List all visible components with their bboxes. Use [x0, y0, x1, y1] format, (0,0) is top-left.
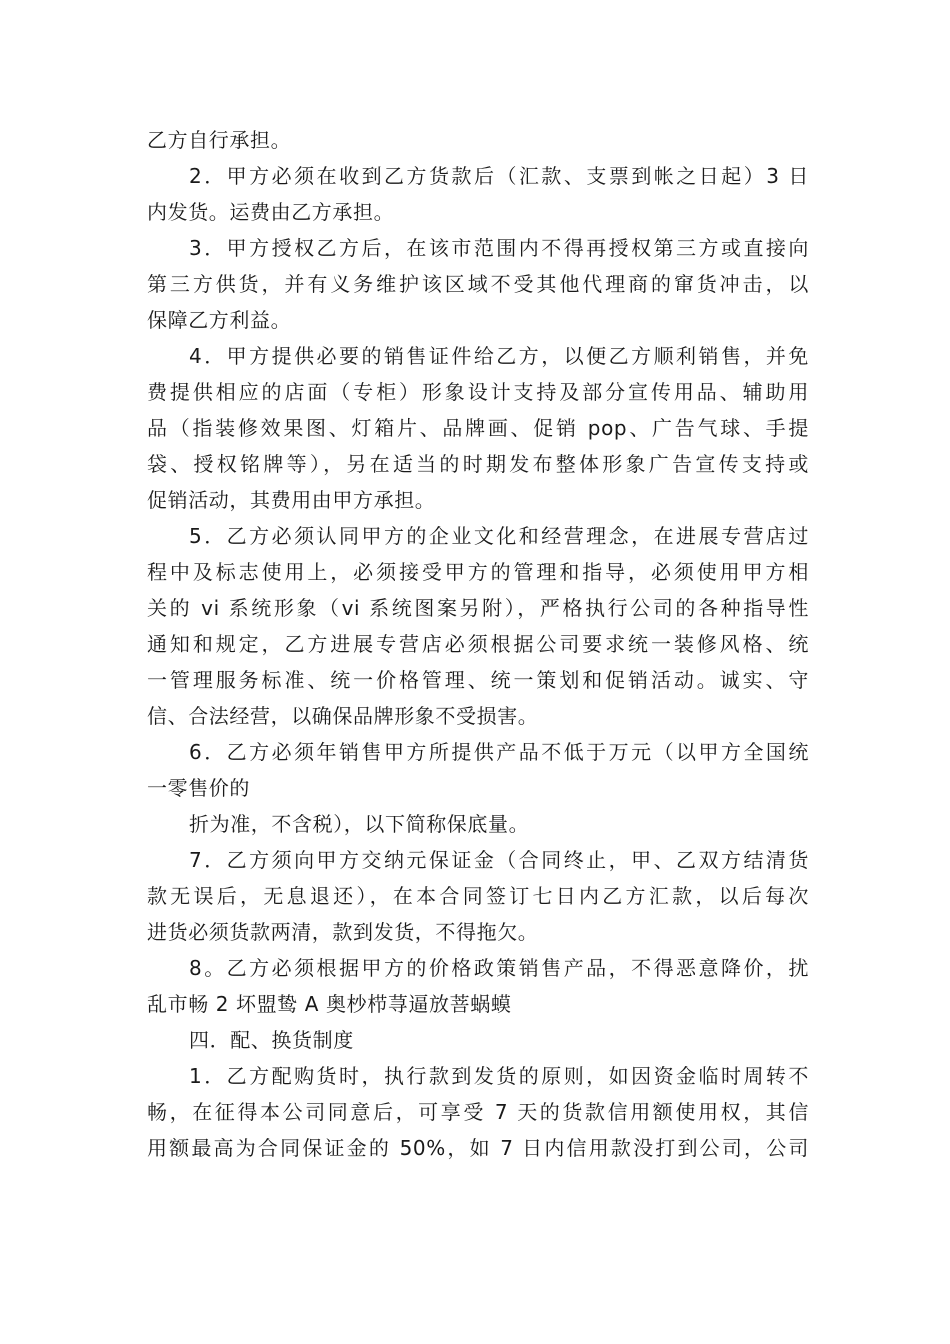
- section-heading: 四．配、换货制度: [189, 1028, 354, 1052]
- clause-5-line: 5．乙方必须认同甲方的企业文化和经营理念，在进展专营店过: [189, 524, 809, 548]
- body-text-line: 关的 vi 系统形象（vi 系统图案另附），严格执行公司的各种指导性: [147, 596, 809, 620]
- clause-7-line: 7．乙方须向甲方交纳元保证金（合同终止，甲、乙双方结清货: [189, 848, 809, 872]
- body-text-line: 内发货。运费由乙方承担。: [147, 200, 395, 224]
- clause-3-line: 3．甲方授权乙方后，在该市范围内不得再授权第三方或直接向: [189, 236, 809, 260]
- body-text-line: 通知和规定，乙方进展专营店必须根据公司要求统一装修风格、统: [147, 632, 809, 656]
- body-text-line: 费提供相应的店面（专柜）形象设计支持及部分宣传用品、辅助用: [147, 380, 809, 404]
- body-text-line: 促销活动，其费用由甲方承担。: [147, 488, 436, 512]
- body-text-line: 保障乙方利益。: [147, 308, 292, 332]
- body-text-line: 乱市畅 2 坏盟鸷 A 奥杪栉荨逼放菩蜗蟆: [147, 992, 512, 1016]
- body-text-line: 畅，在征得本公司同意后，可享受 7 天的货款信用额使用权，其信: [147, 1100, 809, 1124]
- body-text-line: 一管理服务标准、统一价格管理、统一策划和促销活动。诚实、守: [147, 668, 809, 692]
- body-text-line: 折为准，不含税），以下简称保底量。: [189, 812, 530, 836]
- clause-4-line: 4．甲方提供必要的销售证件给乙方，以便乙方顺利销售，并免: [189, 344, 809, 368]
- clause-2-line: 2．甲方必须在收到乙方货款后（汇款、支票到帐之日起）3 日: [189, 164, 809, 188]
- clause-8-line: 8。乙方必须根据甲方的价格政策销售产品，不得恶意降价，扰: [189, 956, 809, 980]
- body-text-line: 程中及标志使用上，必须接受甲方的管理和指导，必须使用甲方相: [147, 560, 809, 584]
- body-text-line: 款无误后，无息退还），在本合同签订七日内乙方汇款，以后每次: [147, 884, 809, 908]
- body-text-line: 品（指装修效果图、灯箱片、品牌画、促销 pop、广告气球、手提: [147, 416, 809, 440]
- body-text-line: 用额最高为合同保证金的 50%，如 7 日内信用款没打到公司，公司: [147, 1136, 809, 1160]
- body-text-line: 一零售价的: [147, 776, 250, 800]
- body-text-line: 袋、授权铭牌等），另在适当的时期发布整体形象广告宣传支持或: [147, 452, 809, 476]
- body-text-line: 乙方自行承担。: [147, 128, 292, 152]
- body-text-line: 第三方供货，并有义务维护该区域不受其他代理商的窜货冲击，以: [147, 272, 809, 296]
- clause-6-line: 6．乙方必须年销售甲方所提供产品不低于万元（以甲方全国统: [189, 740, 809, 764]
- body-text-line: 进货必须货款两清，款到发货，不得拖欠。: [147, 920, 539, 944]
- clause-1-line: 1．乙方配购货时，执行款到发货的原则，如因资金临时周转不: [189, 1064, 809, 1088]
- body-text-line: 信、合法经营，以确保品牌形象不受损害。: [147, 704, 539, 728]
